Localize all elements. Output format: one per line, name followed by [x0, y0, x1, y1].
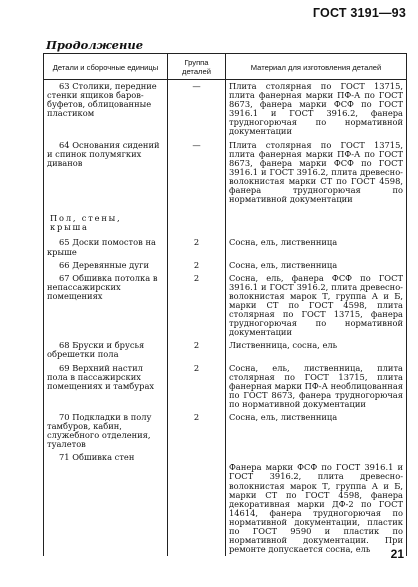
part-name: 63 Столики, передние стенки ящиков баров-буфетов, облицованные пластиком	[44, 80, 168, 139]
part-group: 2	[168, 339, 226, 361]
continuation-label: Продолжение	[46, 38, 144, 52]
table-row	[44, 411, 407, 451]
column-header-group: Группа деталей	[168, 54, 226, 80]
column-header-material: Материал для изготовления деталей	[226, 54, 407, 80]
part-group: 2	[168, 272, 226, 340]
table-row	[44, 272, 407, 340]
part-name: 66 Деревянные дуги	[44, 259, 168, 272]
part-name: 71 Обшивка стен	[44, 451, 168, 556]
part-group: 2	[168, 236, 226, 258]
part-name: 67 Обшивка потолка в непассажирских помещениях	[44, 272, 168, 340]
materials-table	[43, 53, 407, 556]
section-row	[44, 206, 407, 236]
section-title: Пол, стены, крыша	[44, 206, 168, 236]
table-header-row	[44, 54, 407, 80]
table-row	[44, 80, 407, 139]
table-row	[44, 259, 407, 272]
part-material: Плита столярная по ГОСТ 13715, плита фанерная марки ПФ-А по ГОСТ 8673, фанера марки ФСФ по ГОСТ 3916.1 и ГОСТ 3916.2, плита древесно-волокнистая марки СТ по ГОСТ 4598, фанера трудногорючая по нормативной документации	[226, 139, 407, 207]
part-group	[168, 451, 226, 556]
table-row	[44, 339, 407, 361]
part-material: Сосна, ель, лиственница	[226, 236, 407, 258]
part-material: Сосна, ель, лиственница	[226, 411, 407, 451]
part-name: 68 Бруски и брусья обрешетки пола	[44, 339, 168, 361]
part-material: Сосна, ель, лиственница	[226, 259, 407, 272]
document-header: ГОСТ 3191—93	[312, 6, 406, 20]
part-group: —	[168, 139, 226, 207]
table-row	[44, 236, 407, 258]
page-number: 21	[390, 547, 404, 561]
table-row	[44, 451, 407, 556]
part-material: Плита столярная по ГОСТ 13715, плита фанерная марки ПФ-А по ГОСТ 8673, фанера марки ФСФ по ГОСТ 3916.1 и ГОСТ 3916.2, фанера трудногорючая по нормативной документации	[226, 80, 407, 139]
part-name: 64 Основания сидений и спинок полумягких диванов	[44, 139, 168, 207]
part-group: —	[168, 80, 226, 139]
part-group: 2	[168, 362, 226, 411]
part-name: 69 Верхний настил пола в пассажирских помещениях и тамбурах	[44, 362, 168, 411]
part-group: 2	[168, 411, 226, 451]
table-row	[44, 362, 407, 411]
part-material: Фанера марки ФСФ по ГОСТ 3916.1 и ГОСТ 3916.2, плита древесно-волокнистая марок Т, группа А и Б, марки СТ по ГОСТ 4598, фанера декоративная марки ДФ-2 по ГОСТ 14614, фанера трудногорючая по нормативной документации, пластик по ГОСТ 9590 и пластик по нормативной документации. При ремонте допускается сосна, ель	[226, 451, 407, 556]
part-material: Сосна, ель, лиственница, плита столярная по ГОСТ 13715, плита фанерная марки ПФ-А необлицованная по ГОСТ 8673, фанера трудногорючая по нормативной документации	[226, 362, 407, 411]
part-name: 65 Доски помостов на крыше	[44, 236, 168, 258]
column-header-parts: Детали и сборочные единицы	[44, 54, 168, 80]
table-row	[44, 139, 407, 207]
part-material: Лиственница, сосна, ель	[226, 339, 407, 361]
part-group: 2	[168, 259, 226, 272]
part-material: Сосна, ель, фанера ФСФ по ГОСТ 3916.1 и ГОСТ 3916.2, плита древесно-волокнистая марок Т, группа А и Б, марки СТ по ГОСТ 4598, плита столярная по ГОСТ 13715, фанера трудногорючая по нормативной документации	[226, 272, 407, 340]
part-name: 70 Подкладки в полу тамбуров, кабин, служебного отделения, туалетов	[44, 411, 168, 451]
